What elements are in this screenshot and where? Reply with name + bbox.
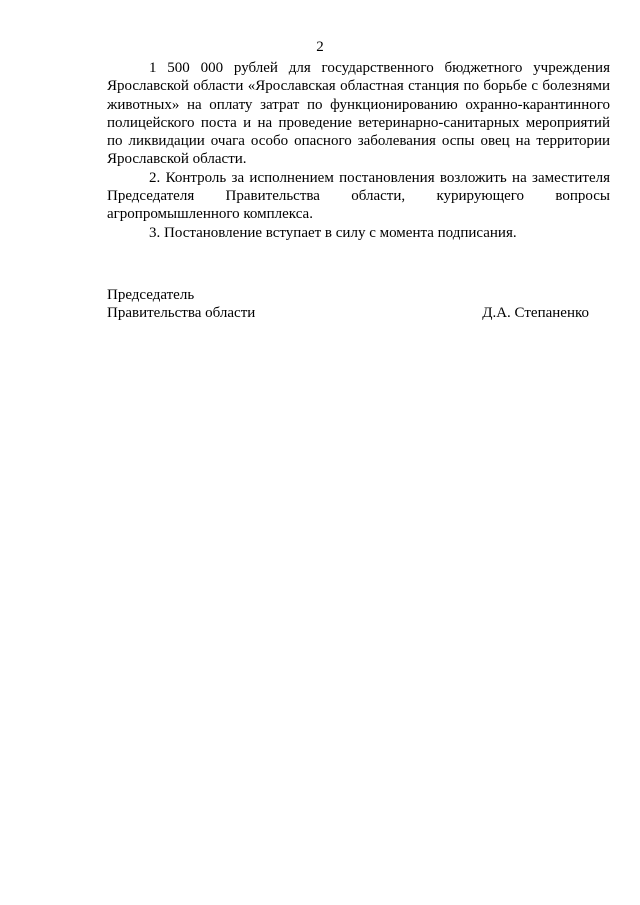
paragraph-effective: 3. Постановление вступает в силу с момента подписания. [149, 224, 517, 241]
signatory-name: Д.А. Степаненко [482, 305, 589, 322]
signature-row [107, 304, 589, 322]
paragraph-control: 2. Контроль за исполнением постановления возложить на заместителя Председателя Правительства области, курирующего вопросы агропромышленного комплекса. [107, 169, 610, 223]
signature-title-line1: Председатель [107, 287, 195, 303]
paragraph-funding: 1 500 000 рублей для государственного бюджетного учреждения Ярославской области «Ярославская областная станция по борьбе с болезнями животных» на оплату затрат по функционированию охранно-карантинного полицейского поста и на проведение ветеринарно-санитарных мероприятий по ликвидации очага особо опасного заболевания оспы овец на территории Ярославской области. [107, 60, 610, 168]
signature-block [107, 286, 589, 323]
document-body [107, 59, 610, 242]
page-number: 2 [316, 39, 324, 55]
signature-title-line2: Правительства области [107, 305, 256, 322]
